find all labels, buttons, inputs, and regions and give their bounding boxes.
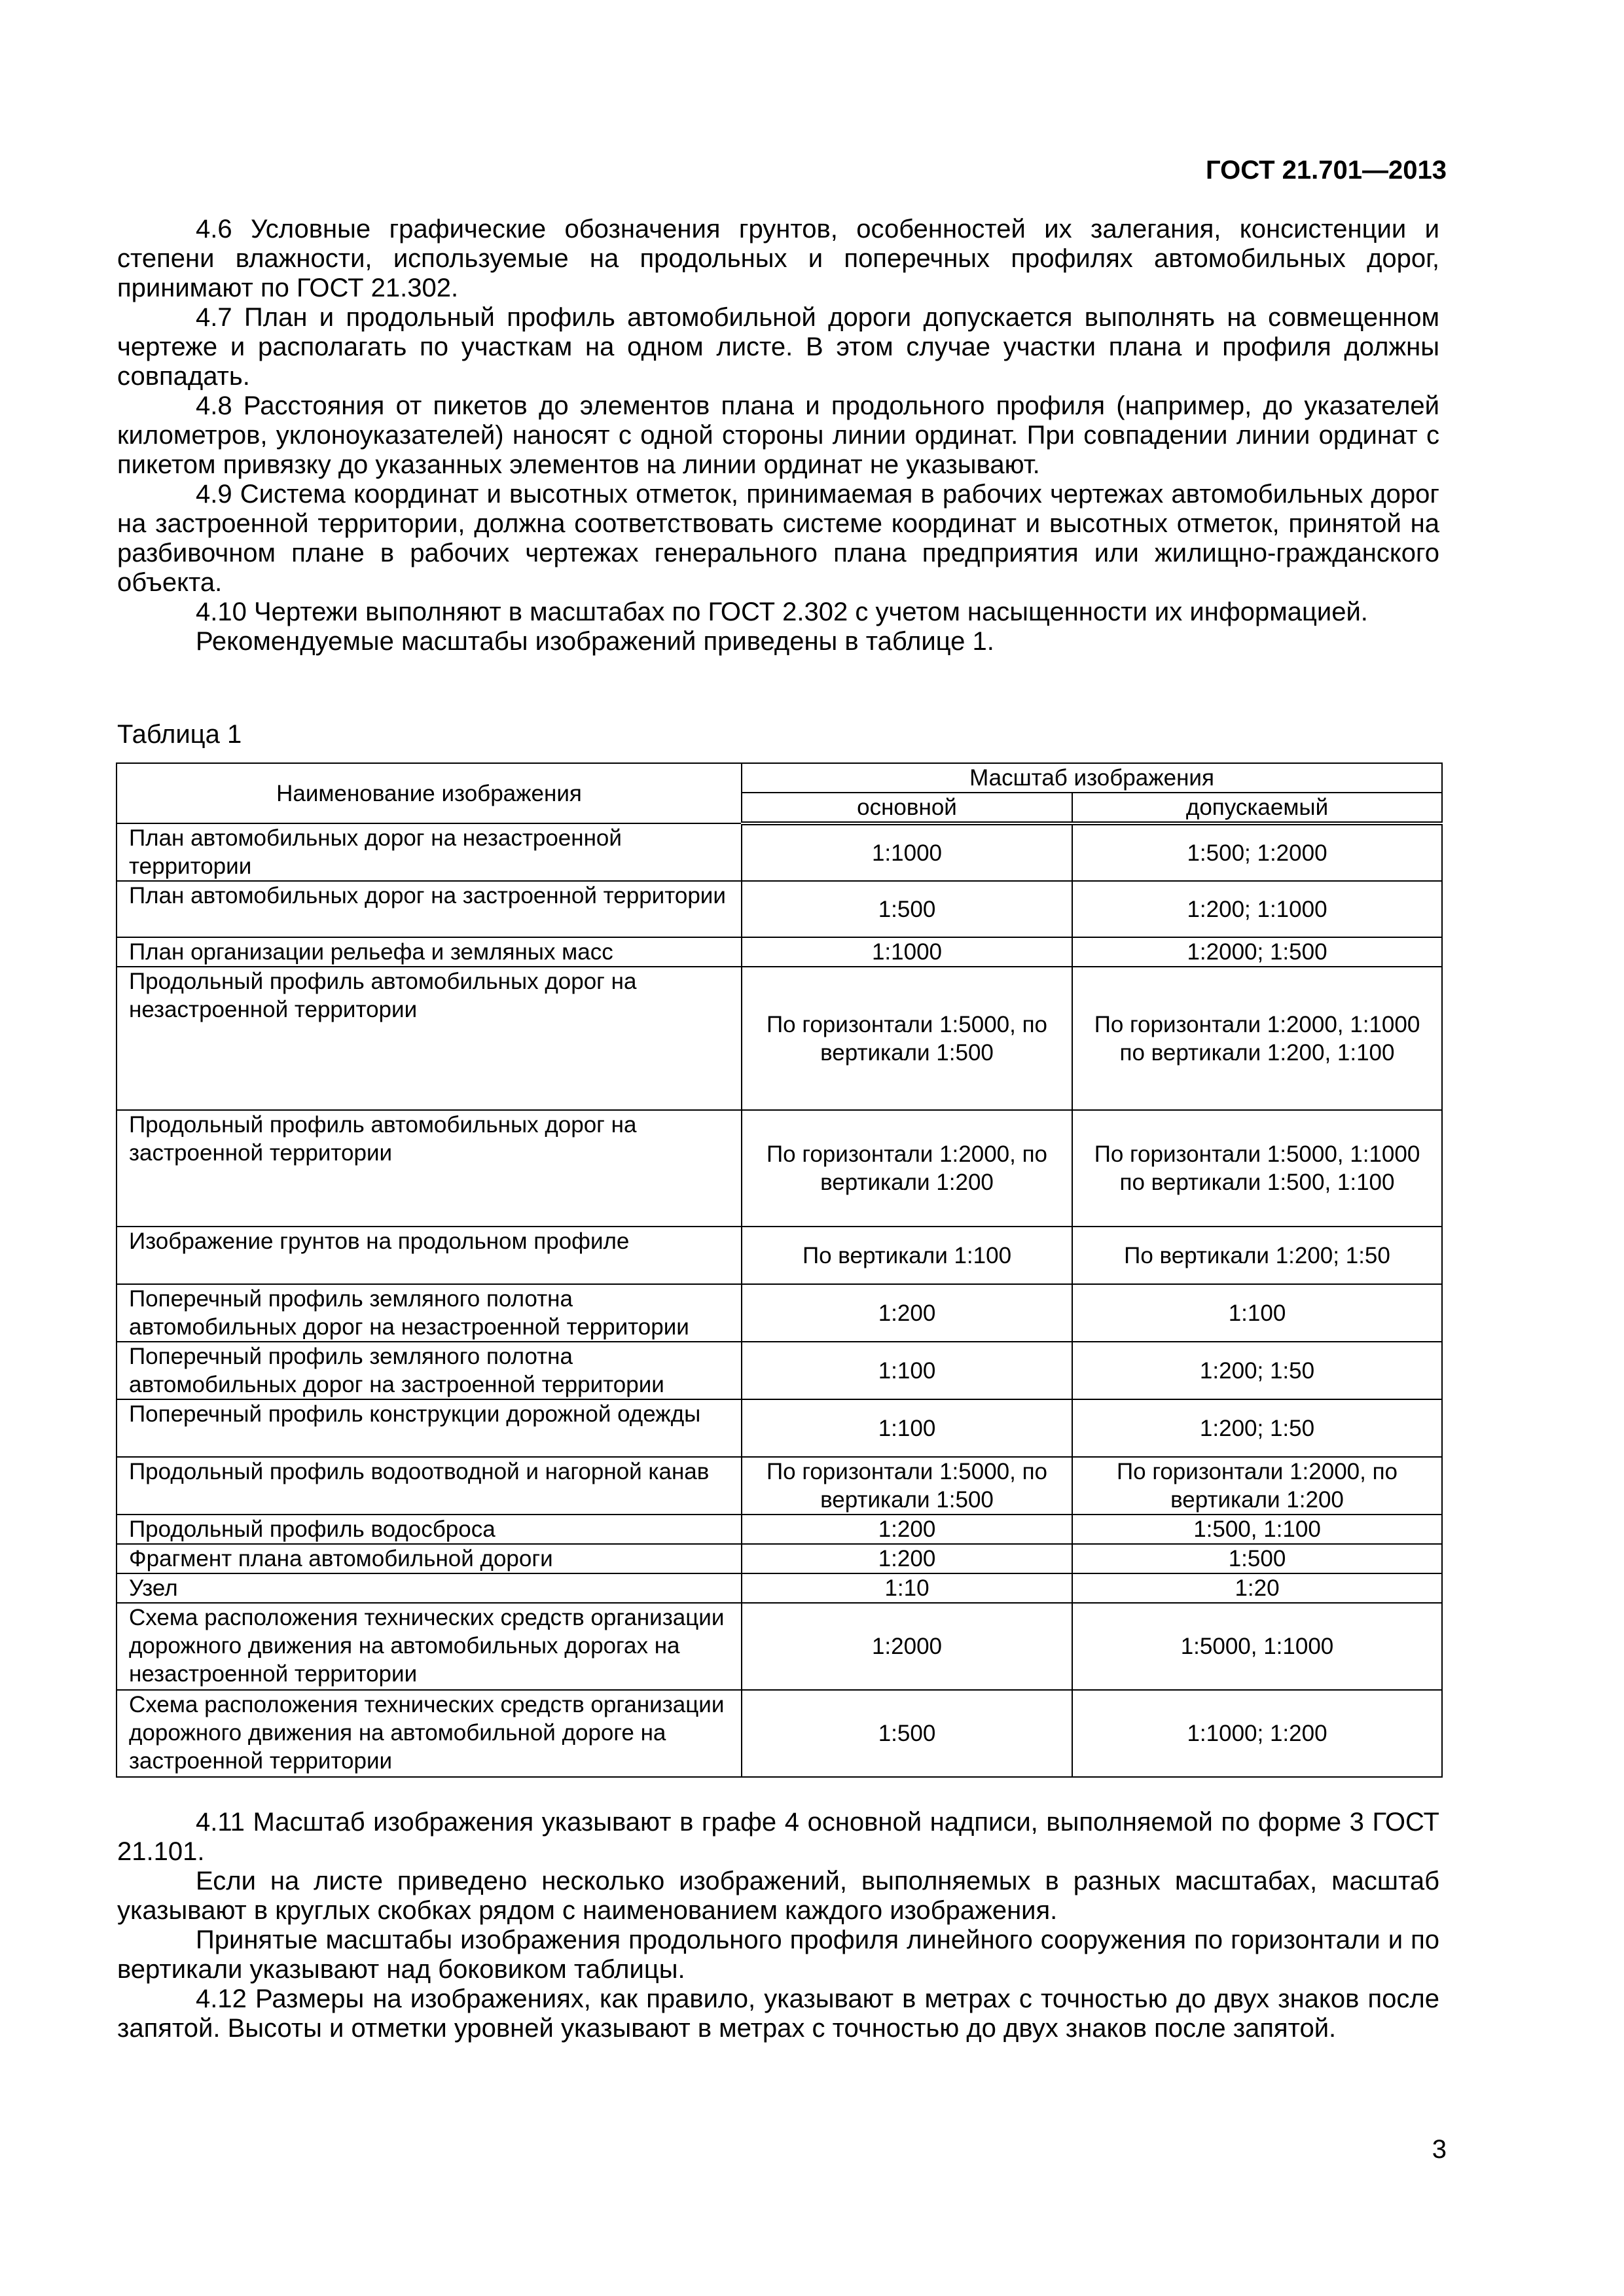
cell-name: План автомобильных дорог на застроенной территории bbox=[117, 881, 742, 937]
table-row bbox=[117, 1284, 1442, 1342]
paragraph-4-9: 4.9 Система координат и высотных отметок, принимаемая в рабочих чертежах автомобильных дорог на застроенной территории, должна соответствовать системе координат и высотных отметок, принятой на разбивочном плане в рабочих чертежах генерального плана предприятия или жилищно-гражданского объекта. bbox=[117, 480, 1439, 597]
paragraph-table-reference: Рекомендуемые масштабы изображений приведены в таблице 1. bbox=[196, 627, 994, 656]
cell-main: 1:500 bbox=[742, 881, 1072, 937]
table-row bbox=[117, 1342, 1442, 1399]
cell-name: Поперечный профиль земляного полотна автомобильных дорог на застроенной территории bbox=[117, 1342, 742, 1399]
table-row bbox=[117, 1603, 1442, 1690]
table-row bbox=[117, 1515, 1442, 1544]
cell-allowed: 1:1000; 1:200 bbox=[1072, 1690, 1442, 1777]
column-header-allowed: допускаемый bbox=[1072, 793, 1442, 823]
cell-name: План организации рельефа и земляных масс bbox=[117, 937, 742, 967]
cell-main: По горизонтали 1:5000, по вертикали 1:500 bbox=[742, 967, 1072, 1110]
paragraph-4-7: 4.7 План и продольный профиль автомобильной дороги допускается выполнять на совмещенном чертеже и располагать по участкам на одном листе. В этом случае участки плана и профиля должны совпадать. bbox=[117, 303, 1439, 391]
cell-main: 1:1000 bbox=[742, 823, 1072, 881]
cell-name: Продольный профиль водоотводной и нагорной канав bbox=[117, 1457, 742, 1515]
cell-allowed: По горизонтали 1:5000, 1:1000 по вертикали 1:500, 1:100 bbox=[1072, 1110, 1442, 1227]
scales-table bbox=[116, 762, 1443, 1778]
paragraph-4-8: 4.8 Расстояния от пикетов до элементов плана и продольного профиля (например, до указателей километров, уклоноуказателей) наносят с одной стороны линии ординат. При совпадении линии ординат с пикетом привязку до указанных элементов на линии ординат не указывают. bbox=[117, 391, 1439, 479]
cell-allowed: 1:20 bbox=[1072, 1573, 1442, 1603]
cell-main: 1:10 bbox=[742, 1573, 1072, 1603]
table-row bbox=[117, 1457, 1442, 1515]
paragraph-multiple-scales: Если на листе приведено несколько изображений, выполняемых в разных масштабах, масштаб указывают в круглых скобках рядом с наименованием каждого изображения. bbox=[117, 1867, 1439, 1925]
cell-name: Продольный профиль водосброса bbox=[117, 1515, 742, 1544]
cell-main: 1:200 bbox=[742, 1515, 1072, 1544]
table-row bbox=[117, 1227, 1442, 1284]
paragraph-4-10: 4.10 Чертежи выполняют в масштабах по ГОСТ 2.302 с учетом насыщенности их информацией. bbox=[196, 598, 1368, 626]
table-row bbox=[117, 1690, 1442, 1777]
cell-allowed: 1:5000, 1:1000 bbox=[1072, 1603, 1442, 1690]
table-caption: Таблица 1 bbox=[117, 720, 242, 749]
column-header-name: Наименование изображения bbox=[117, 763, 742, 823]
cell-allowed: 1:2000; 1:500 bbox=[1072, 937, 1442, 967]
cell-main: 1:200 bbox=[742, 1284, 1072, 1342]
page-number: 3 bbox=[1432, 2135, 1447, 2164]
cell-name: Схема расположения технических средств организации дорожного движения на автомобильных дорогах на незастроенной территории bbox=[117, 1603, 742, 1690]
cell-name: Продольный профиль автомобильных дорог на незастроенной территории bbox=[117, 967, 742, 1110]
table-row bbox=[117, 1544, 1442, 1573]
cell-allowed: 1:500 bbox=[1072, 1544, 1442, 1573]
cell-allowed: По горизонтали 1:2000, 1:1000 по вертикали 1:200, 1:100 bbox=[1072, 967, 1442, 1110]
bottom-text-block bbox=[117, 1808, 1439, 2043]
cell-allowed: 1:200; 1:1000 bbox=[1072, 881, 1442, 937]
cell-allowed: 1:500, 1:100 bbox=[1072, 1515, 1442, 1544]
cell-main: По горизонтали 1:2000, по вертикали 1:200 bbox=[742, 1110, 1072, 1227]
cell-name: Изображение грунтов на продольном профиле bbox=[117, 1227, 742, 1284]
table-row bbox=[117, 823, 1442, 881]
cell-allowed: 1:200; 1:50 bbox=[1072, 1399, 1442, 1457]
top-text-block bbox=[117, 215, 1439, 656]
column-header-scale: Масштаб изображения bbox=[742, 763, 1442, 793]
cell-name: Узел bbox=[117, 1573, 742, 1603]
column-header-main: основной bbox=[742, 793, 1072, 823]
cell-main: По горизонтали 1:5000, по вертикали 1:500 bbox=[742, 1457, 1072, 1515]
cell-main: 1:100 bbox=[742, 1342, 1072, 1399]
paragraph-4-6: 4.6 Условные графические обозначения грунтов, особенностей их залегания, консистенции и степени влажности, используемые на продольных и поперечных профилях автомобильных дорог, принимают по ГОСТ 21.302. bbox=[117, 215, 1439, 302]
table-row bbox=[117, 967, 1442, 1110]
cell-allowed: 1:200; 1:50 bbox=[1072, 1342, 1442, 1399]
paragraph-4-12: 4.12 Размеры на изображениях, как правило, указывают в метрах с точностью до двух знаков после запятой. Высоты и отметки уровней указывают в метрах с точностью до двух знаков после запятой. bbox=[117, 1984, 1439, 2043]
cell-allowed: 1:100 bbox=[1072, 1284, 1442, 1342]
cell-name: Продольный профиль автомобильных дорог на застроенной территории bbox=[117, 1110, 742, 1227]
cell-main: 1:2000 bbox=[742, 1603, 1072, 1690]
table-row bbox=[117, 1110, 1442, 1227]
table-row bbox=[117, 881, 1442, 937]
cell-name: Поперечный профиль конструкции дорожной одежды bbox=[117, 1399, 742, 1457]
cell-name: План автомобильных дорог на незастроенной территории bbox=[117, 823, 742, 881]
cell-main: 1:500 bbox=[742, 1690, 1072, 1777]
cell-allowed: По горизонтали 1:2000, по вертикали 1:200 bbox=[1072, 1457, 1442, 1515]
cell-name: Фрагмент плана автомобильной дороги bbox=[117, 1544, 742, 1573]
cell-name: Схема расположения технических средств организации дорожного движения на автомобильной дороге на застроенной территории bbox=[117, 1690, 742, 1777]
cell-main: 1:1000 bbox=[742, 937, 1072, 967]
cell-allowed: 1:500; 1:2000 bbox=[1072, 823, 1442, 881]
table-row bbox=[117, 937, 1442, 967]
cell-main: По вертикали 1:100 bbox=[742, 1227, 1072, 1284]
cell-name: Поперечный профиль земляного полотна автомобильных дорог на незастроенной территории bbox=[117, 1284, 742, 1342]
cell-main: 1:100 bbox=[742, 1399, 1072, 1457]
paragraph-profile-scales: Принятые масштабы изображения продольного профиля линейного сооружения по горизонтали и по вертикали указывают над боковиком таблицы. bbox=[117, 1926, 1439, 1984]
document-code-header: ГОСТ 21.701—2013 bbox=[1205, 156, 1447, 185]
cell-allowed: По вертикали 1:200; 1:50 bbox=[1072, 1227, 1442, 1284]
cell-main: 1:200 bbox=[742, 1544, 1072, 1573]
paragraph-4-11: 4.11 Масштаб изображения указывают в графе 4 основной надписи, выполняемой по форме 3 ГОСТ 21.101. bbox=[117, 1808, 1439, 1866]
table-row bbox=[117, 1573, 1442, 1603]
table-row bbox=[117, 1399, 1442, 1457]
